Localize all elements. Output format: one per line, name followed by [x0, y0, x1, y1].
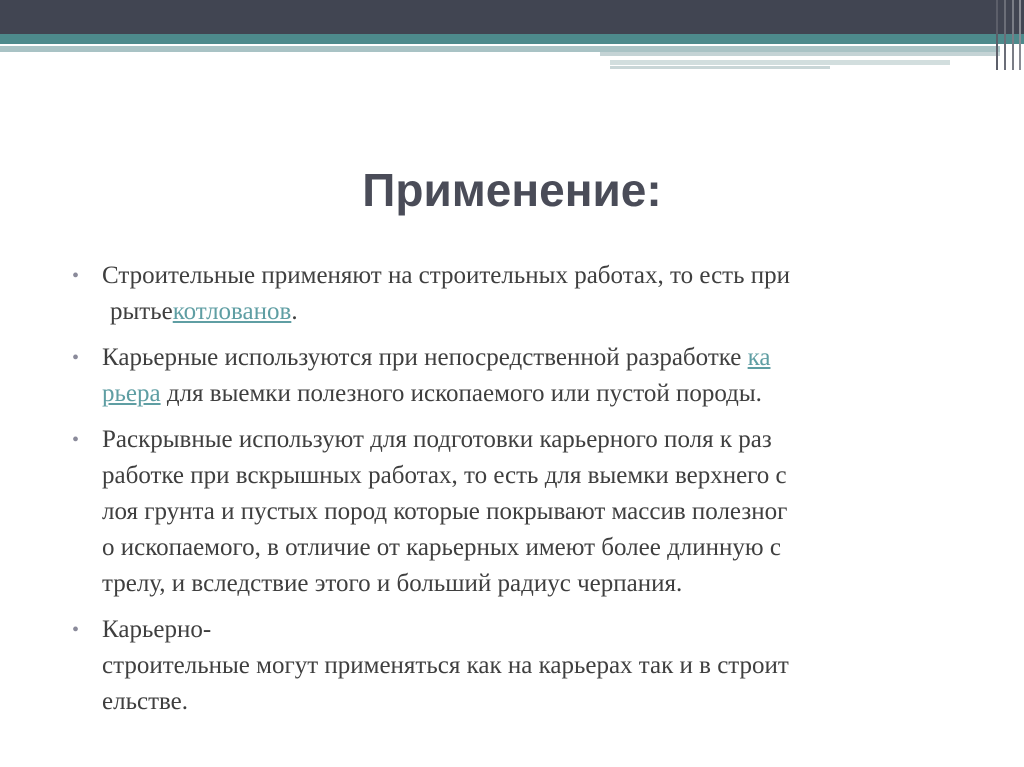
bullet-text: работке при вскрышных работах, то есть для выемки верхнего с — [102, 462, 787, 489]
bullet-text: ельстве. — [102, 688, 188, 715]
link-karera[interactable]: рьера — [102, 380, 161, 407]
link-karera[interactable]: ка — [747, 344, 771, 371]
bullet-text: для выемки полезного ископаемого или пустой породы. — [160, 380, 762, 407]
bullet-list — [72, 258, 972, 730]
header-vertical-stripe — [1004, 0, 1006, 70]
header-accent-bar-2 — [610, 60, 950, 65]
bullet-text: Строительные применяют на строительных работах, то есть при — [102, 262, 791, 289]
header-dark-band — [0, 0, 1024, 34]
bullet-icon: • — [72, 429, 80, 451]
bullet-text: рытье — [110, 298, 173, 325]
bullet-text: Раскрывные используют для подготовки карьерного поля к раз — [102, 426, 772, 453]
slide-title: Применение: — [362, 164, 662, 216]
list-item — [72, 612, 972, 720]
header-teal-band — [0, 34, 1024, 44]
link-kotlovanov[interactable]: котлованов — [172, 298, 292, 325]
header-accent-bar-3 — [610, 66, 830, 69]
list-item — [72, 340, 972, 412]
bullet-text: Карьерно- — [102, 616, 212, 643]
bullet-text: Карьерные используются при непосредственной разработке — [102, 344, 748, 371]
bullet-icon: • — [72, 619, 80, 641]
bullet-text: трелу, и вследствие этого и больший радиус черпания. — [102, 570, 683, 597]
header-vertical-stripe — [1019, 0, 1021, 70]
list-item — [72, 422, 972, 602]
header-vertical-stripe — [996, 0, 998, 70]
header-vertical-stripe — [1012, 0, 1014, 70]
bullet-text: строительные могут применяться как на карьерах так и в строит — [102, 652, 789, 679]
bullet-icon: • — [72, 347, 80, 369]
bullet-text: . — [291, 298, 298, 325]
list-item — [72, 258, 972, 330]
bullet-text: о ископаемого, в отличие от карьерных имеют более длинную с — [102, 534, 781, 561]
bullet-icon: • — [72, 265, 80, 287]
header-accent-bar — [600, 52, 1000, 56]
bullet-text: лоя грунта и пустых пород которые покрывают массив полезног — [102, 498, 788, 525]
